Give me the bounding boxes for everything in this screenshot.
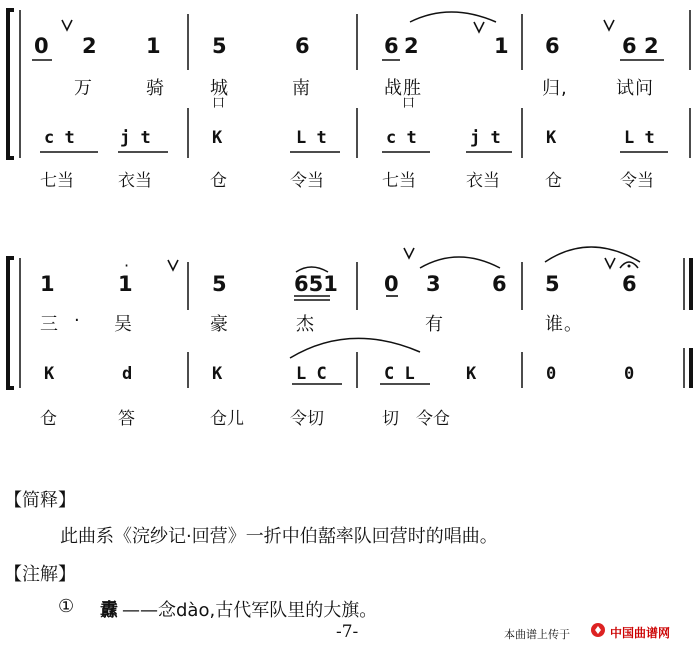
note: 5 (545, 272, 560, 296)
lyric: 战胜 (384, 78, 422, 99)
lyric: 骑 (146, 78, 165, 99)
explanation-paragraph: 此曲系《浣纱记·回营》一折中伯嚭率队回营时的唱曲。 (60, 526, 498, 547)
perc-lyric: 令当 (290, 171, 324, 191)
lyric: 试问 (616, 78, 654, 99)
site-name[interactable]: 中国曲谱网 (610, 626, 671, 640)
note: 6 (622, 272, 637, 296)
perc-note: L C (296, 364, 327, 384)
lyric: 吴 (114, 314, 133, 335)
lyric: 三 (40, 314, 59, 335)
page-number: -7- (336, 622, 359, 642)
perc-lyric: 仓 (545, 171, 562, 191)
perc-note: C L (384, 364, 415, 384)
perc-note: K (466, 364, 477, 384)
site-logo-icon (590, 622, 606, 638)
system2-bracket (8, 258, 14, 388)
slur (410, 12, 496, 22)
section-heading-explanation: 【简释】 (4, 490, 76, 511)
lyric-alt: 口 (402, 96, 416, 111)
note: 6 (384, 34, 399, 58)
note: 6 (492, 272, 507, 296)
perc-lyric: 仓 (210, 171, 227, 191)
lyric: 杰 (296, 314, 315, 335)
note: 6 (295, 34, 310, 58)
perc-note: j t (120, 128, 151, 148)
perc-lyric: 令切 (290, 409, 324, 429)
slur (545, 247, 640, 262)
note: 2 (644, 34, 659, 58)
lyric: 归, (542, 78, 568, 99)
note: 6 (622, 34, 637, 58)
perc-note: K (546, 128, 557, 148)
note: 1 (146, 34, 161, 58)
note: 6 (545, 34, 560, 58)
breath-mark (62, 20, 72, 30)
lyric: 万 (74, 78, 93, 99)
perc-note: K (44, 364, 55, 384)
note: 5 (212, 34, 227, 58)
perc-note: L t (624, 128, 655, 148)
dot-mark: · (124, 256, 130, 275)
perc-lyric: 七当 (40, 171, 74, 191)
perc-note: 0 (624, 364, 635, 384)
perc-lyric: 令当 (620, 171, 654, 191)
system1-bracket (8, 10, 14, 158)
perc-note: L t (296, 128, 327, 148)
lyric: 城 (210, 78, 229, 99)
perc-note: c t (44, 128, 75, 148)
perc-lyric: 衣当 (118, 171, 152, 191)
note: 3 (426, 272, 441, 296)
perc-note: 0 (546, 364, 557, 384)
note: 2 (82, 34, 97, 58)
perc-note: j t (470, 128, 501, 148)
perc-lyric: 答 (118, 409, 135, 429)
section-heading-annotation: 【注解】 (4, 564, 76, 585)
lyric-dot: · (74, 310, 81, 331)
slur (290, 338, 420, 358)
annotation-marker: ① (58, 596, 75, 617)
note: 5 (212, 272, 227, 296)
breath-mark (168, 260, 178, 270)
perc-lyric: 七当 (382, 171, 416, 191)
upload-caption: 本曲谱上传于 (504, 628, 570, 641)
perc-note: K (212, 364, 223, 384)
breath-mark (474, 22, 484, 32)
note: 0 (34, 34, 49, 58)
perc-lyric: 令仓 (416, 409, 450, 429)
note: 1 (494, 34, 509, 58)
note: 1 (40, 272, 55, 296)
lyric: 南 (292, 78, 311, 99)
annotation-term: 纛 (100, 600, 118, 621)
breath-mark (604, 20, 614, 30)
breath-mark (605, 258, 615, 268)
perc-lyric: 衣当 (466, 171, 500, 191)
lyric: 谁。 (545, 314, 583, 335)
breath-mark (404, 248, 414, 258)
perc-note: d (122, 364, 133, 384)
lyric: 豪 (210, 314, 229, 335)
slur (420, 257, 500, 268)
perc-note: c t (386, 128, 417, 148)
perc-note: K (212, 128, 223, 148)
annotation-text: ——念dào,古代军队里的大旗。 (122, 600, 378, 621)
fermata-dot (628, 265, 631, 268)
note: 1 (118, 272, 133, 296)
perc-lyric: 仓儿 (210, 409, 244, 429)
note: 2 (404, 34, 419, 58)
lyric-alt: 口 (212, 96, 226, 111)
perc-lyric: 切 (382, 409, 399, 429)
lyric: 有 (425, 314, 444, 335)
perc-lyric: 仓 (40, 409, 57, 429)
note: 0 (384, 272, 399, 296)
note: 651 (294, 272, 338, 296)
